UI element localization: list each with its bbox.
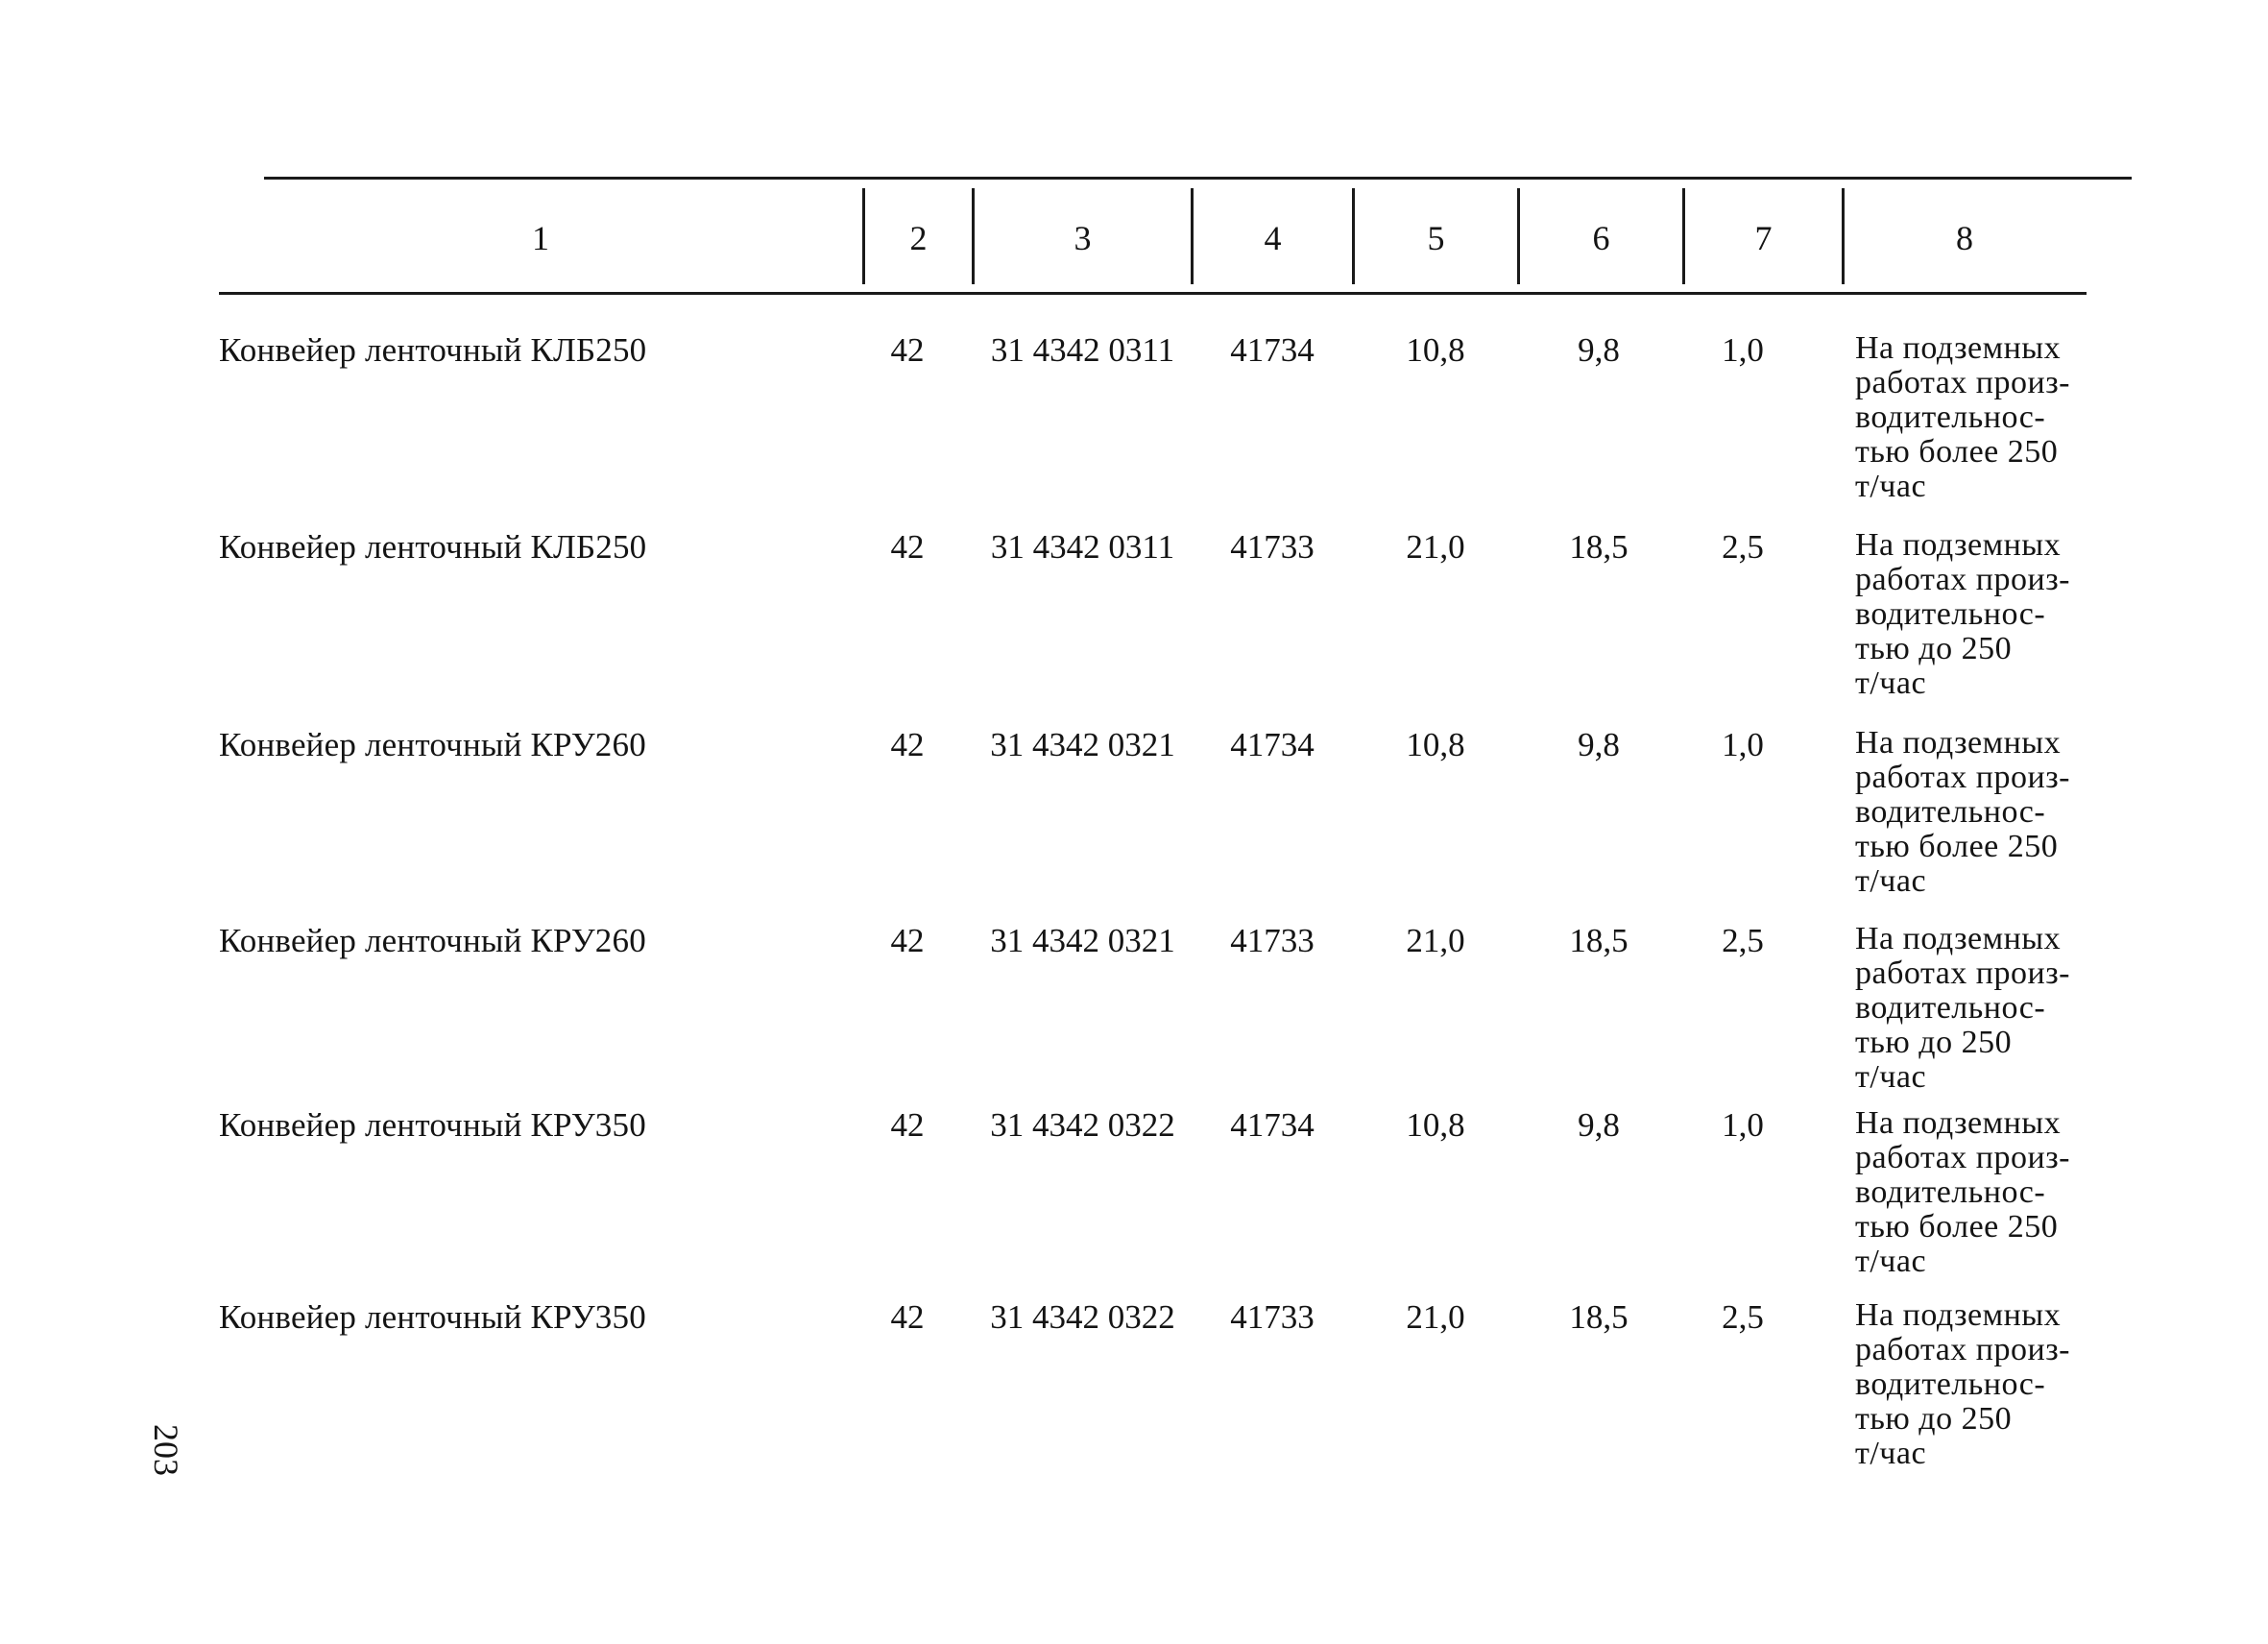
header-col-8: 8 [1956, 219, 1973, 257]
note [1855, 331, 2114, 504]
col-7-value: 1,0 [1722, 1106, 1764, 1144]
note-line: тью до 250 [1855, 1025, 2013, 1060]
note-line: т/час [1855, 469, 1927, 504]
col-5-value: 21,0 [1406, 1298, 1465, 1336]
col-5-value: 10,8 [1406, 726, 1465, 763]
col-3-code: 31 4342 0321 [990, 726, 1175, 763]
note [1855, 922, 2114, 1095]
note-line: тью более 250 [1855, 434, 2059, 470]
col-2-value: 42 [890, 726, 925, 763]
equipment-name: Конвейер ленточный КРУ350 [219, 1298, 646, 1336]
col-2-value: 42 [890, 331, 925, 369]
header-col-6: 6 [1592, 219, 1610, 257]
note-line: работах произ- [1855, 1140, 2070, 1175]
note-line: работах произ- [1855, 760, 2070, 795]
note-line: водительнос- [1855, 399, 2046, 435]
note-line: т/час [1855, 665, 1927, 701]
col-6-value: 9,8 [1578, 1106, 1620, 1144]
note-line: тью до 250 [1855, 1401, 2013, 1437]
header-col-4: 4 [1264, 219, 1282, 257]
col-5-value: 10,8 [1406, 331, 1465, 369]
header-col-7: 7 [1754, 219, 1773, 257]
note-line: т/час [1855, 1244, 1927, 1279]
col-2-value: 42 [890, 1106, 925, 1144]
table-row [0, 331, 2268, 523]
note-line: работах произ- [1855, 365, 2070, 400]
table-row [0, 1106, 2268, 1298]
col-2-value: 42 [890, 528, 925, 566]
equipment-name: Конвейер ленточный КРУ260 [219, 922, 646, 959]
note-line: работах произ- [1855, 1332, 2070, 1367]
table-row [0, 922, 2268, 1114]
note-line: На подземных [1855, 330, 2062, 366]
col-4-code: 41733 [1230, 528, 1315, 566]
note-line: водительнос- [1855, 794, 2046, 830]
col-6-value: 18,5 [1569, 922, 1629, 959]
note-line: На подземных [1855, 527, 2062, 563]
note-line: водительнос- [1855, 1366, 2046, 1402]
col-6-value: 9,8 [1578, 331, 1620, 369]
header-col-1: 1 [532, 219, 549, 257]
header-col-2: 2 [909, 219, 928, 257]
page-number: 203 [147, 1424, 185, 1476]
col-7-value: 2,5 [1722, 528, 1764, 566]
col-7-value: 2,5 [1722, 1298, 1764, 1336]
col-4-code: 41733 [1230, 922, 1315, 959]
col-4-code: 41734 [1230, 331, 1315, 369]
col-7-value: 1,0 [1722, 331, 1764, 369]
col-4-code: 41734 [1230, 1106, 1315, 1144]
equipment-name: Конвейер ленточный КЛБ250 [219, 331, 647, 369]
header-col-3: 3 [1074, 219, 1092, 257]
col-5-value: 10,8 [1406, 1106, 1465, 1144]
col-2-value: 42 [890, 922, 925, 959]
note-line: водительнос- [1855, 1174, 2046, 1210]
equipment-name: Конвейер ленточный КРУ260 [219, 726, 646, 763]
col-4-code: 41733 [1230, 1298, 1315, 1336]
note [1855, 1106, 2114, 1279]
note-line: На подземных [1855, 1297, 2062, 1333]
note-line: водительнос- [1855, 990, 2046, 1026]
col-3-code: 31 4342 0311 [990, 528, 1175, 566]
note-line: т/час [1855, 1059, 1927, 1095]
col-5-value: 21,0 [1406, 528, 1465, 566]
table-header-rule [219, 292, 2087, 295]
equipment-name: Конвейер ленточный КЛБ250 [219, 528, 647, 566]
table-row [0, 528, 2268, 720]
col-4-code: 41734 [1230, 726, 1315, 763]
note [1855, 1298, 2114, 1471]
note-line: тью более 250 [1855, 1209, 2059, 1245]
note [1855, 528, 2114, 701]
col-2-value: 42 [890, 1298, 925, 1336]
table-row [0, 1298, 2268, 1490]
note-line: На подземных [1855, 1105, 2062, 1141]
note-line: На подземных [1855, 921, 2062, 956]
col-6-value: 9,8 [1578, 726, 1620, 763]
header-col-5: 5 [1427, 219, 1445, 257]
note-line: работах произ- [1855, 955, 2070, 991]
table-top-rule [264, 177, 2132, 180]
col-7-value: 2,5 [1722, 922, 1764, 959]
note-line: тью до 250 [1855, 631, 2013, 666]
col-6-value: 18,5 [1569, 528, 1629, 566]
note-line: т/час [1855, 1436, 1927, 1471]
col-7-value: 1,0 [1722, 726, 1764, 763]
note-line: т/час [1855, 863, 1927, 899]
table-row [0, 726, 2268, 918]
col-6-value: 18,5 [1569, 1298, 1629, 1336]
note-line: работах произ- [1855, 562, 2070, 597]
col-5-value: 21,0 [1406, 922, 1465, 959]
col-3-code: 31 4342 0322 [990, 1106, 1175, 1144]
note-line: тью более 250 [1855, 829, 2059, 864]
col-3-code: 31 4342 0311 [990, 331, 1175, 369]
note [1855, 726, 2114, 899]
col-3-code: 31 4342 0322 [990, 1298, 1175, 1336]
note-line: водительнос- [1855, 596, 2046, 632]
note-line: На подземных [1855, 725, 2062, 761]
equipment-name: Конвейер ленточный КРУ350 [219, 1106, 646, 1144]
col-3-code: 31 4342 0321 [990, 922, 1175, 959]
